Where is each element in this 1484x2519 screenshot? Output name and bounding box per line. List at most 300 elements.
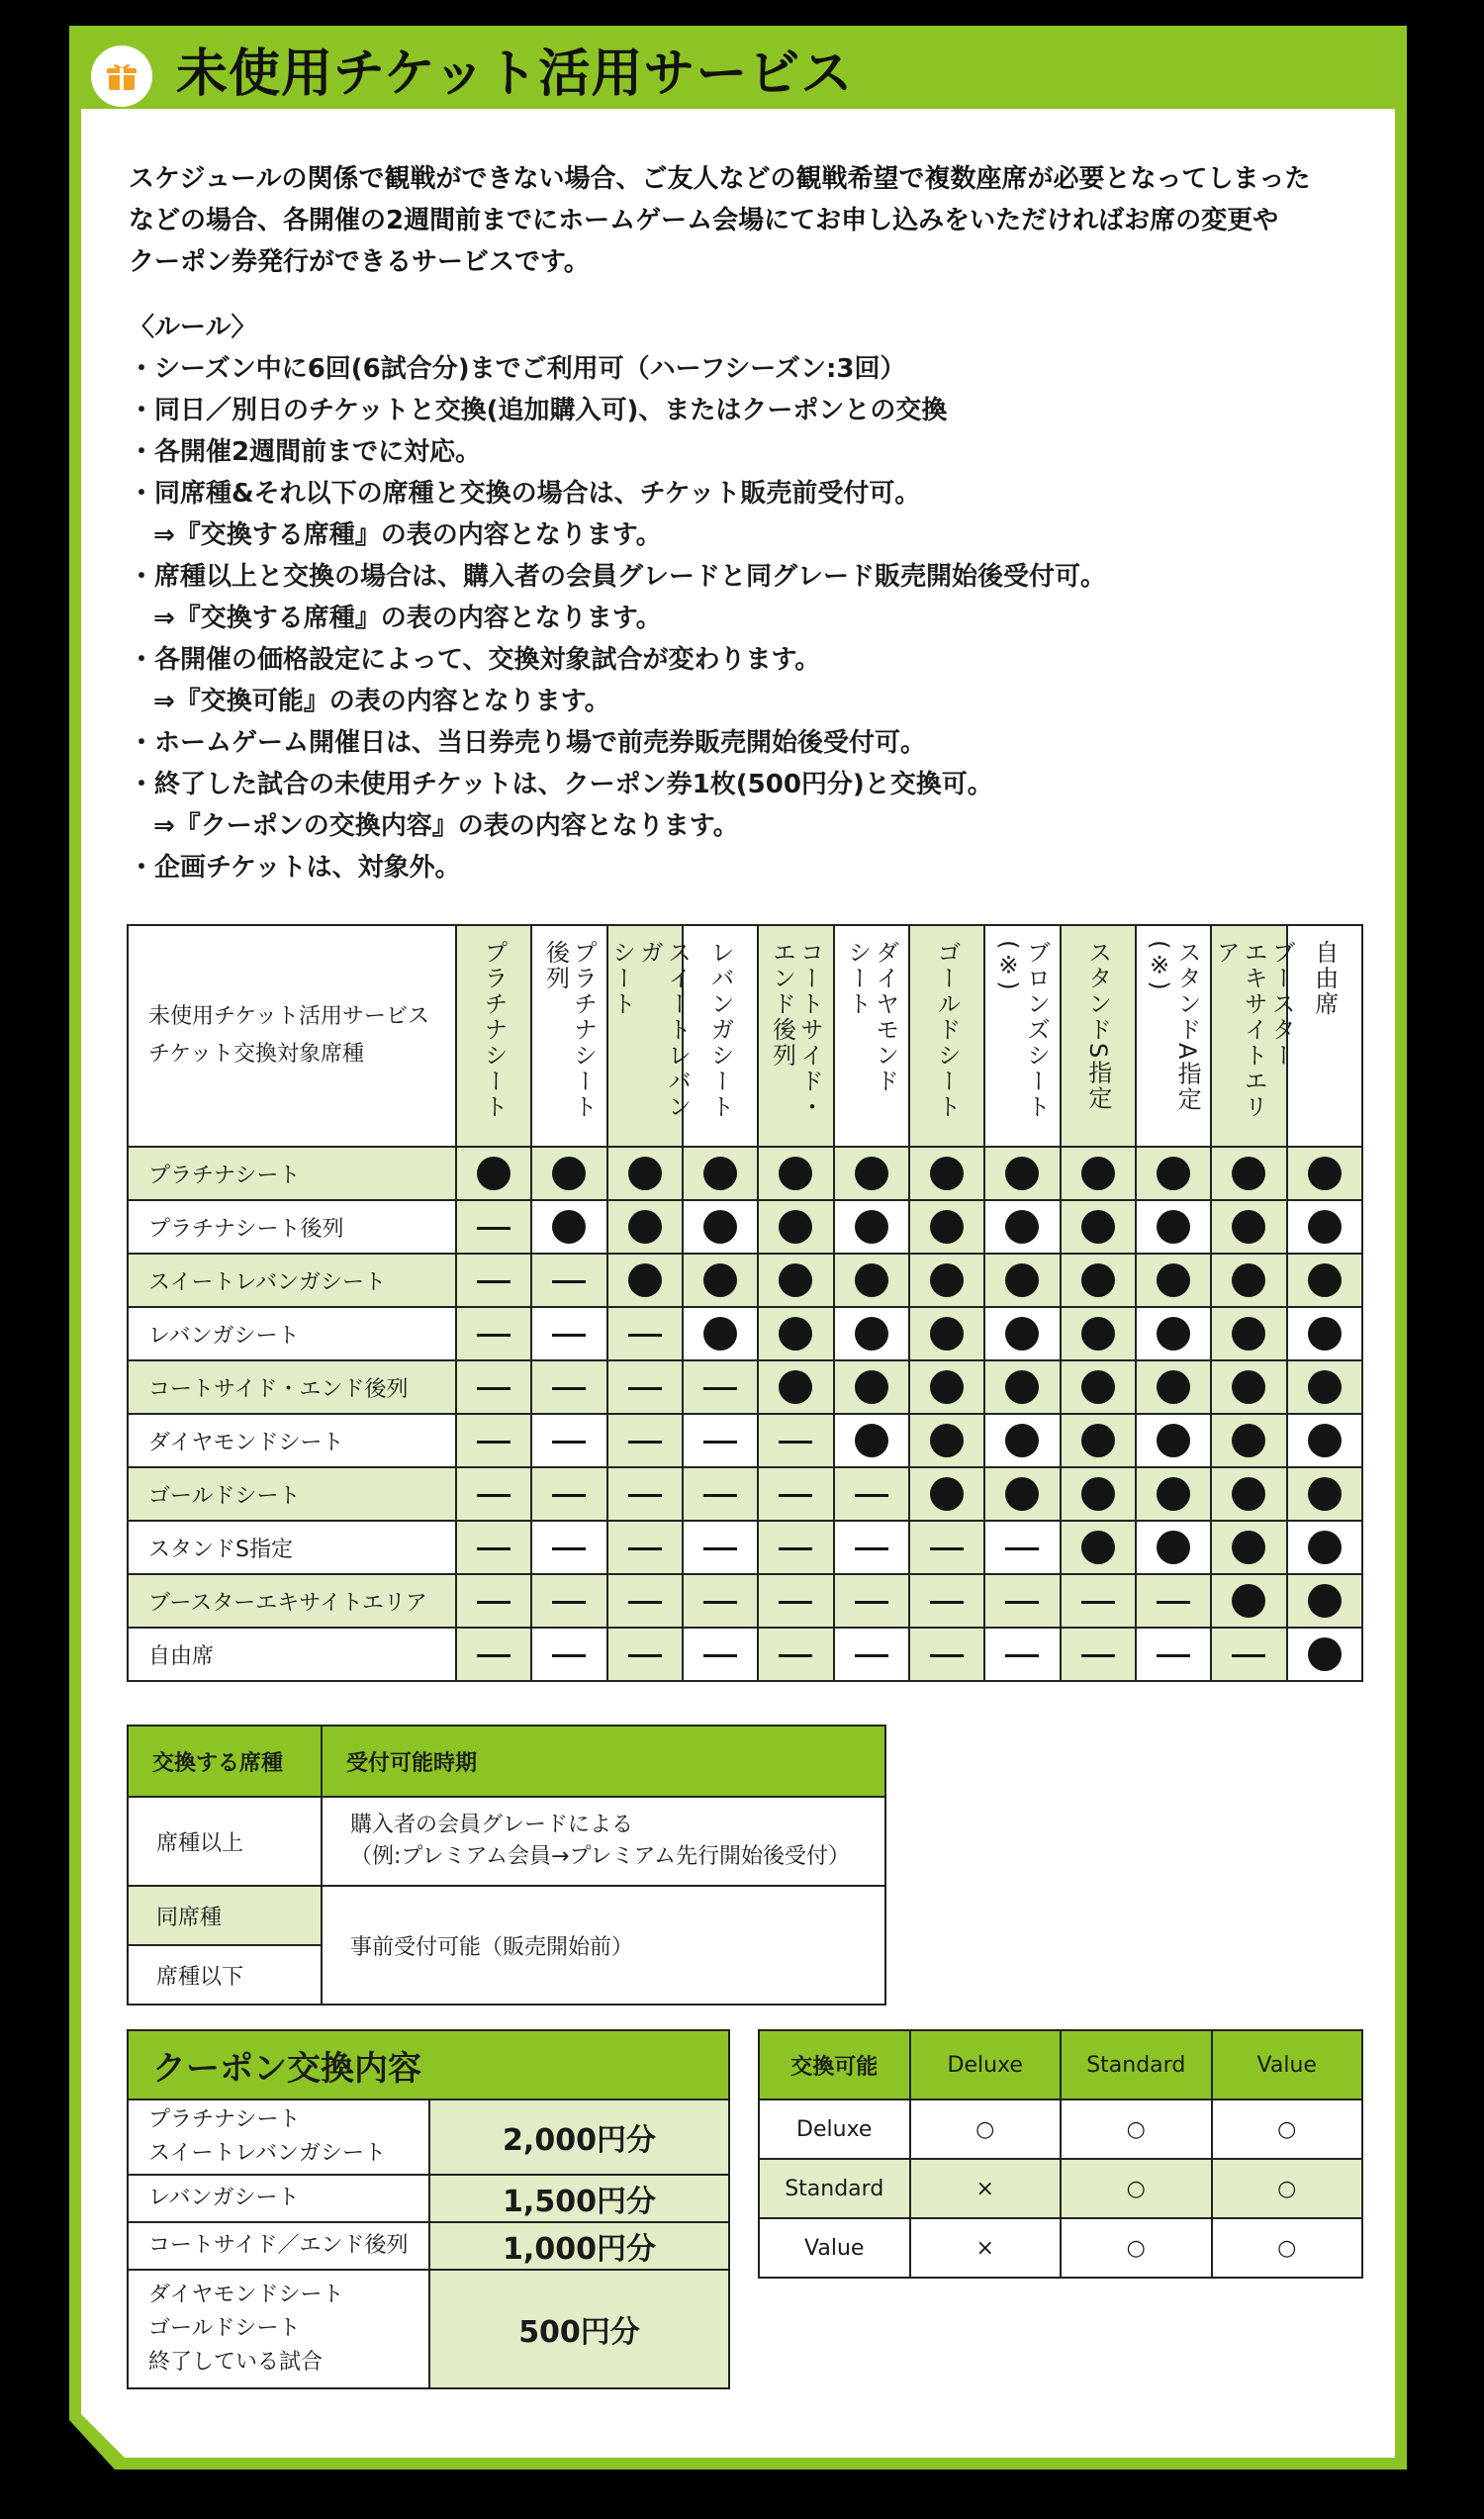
seat-cell [607, 1574, 683, 1628]
available-dot [1232, 1477, 1265, 1511]
seat-cell [607, 1414, 683, 1467]
seat-column-header [909, 925, 984, 1147]
seat-row-label: スイートレバンガシート [128, 1254, 456, 1307]
seat-column-header-line: 自由席 [1310, 940, 1339, 1017]
timing-row-label: 席種以上 [128, 1797, 322, 1886]
available-dot [1005, 1210, 1039, 1244]
seat-cell [456, 1414, 531, 1467]
seat-cell [531, 1414, 606, 1467]
seat-cell [1136, 1467, 1211, 1521]
unavailable-dash [1081, 1601, 1115, 1604]
seat-cell [1061, 1467, 1136, 1521]
seat-cell [834, 1360, 909, 1414]
seat-cell [834, 1574, 909, 1628]
available-dot [703, 1317, 737, 1351]
seat-cell [1136, 1307, 1211, 1360]
coupon-label-line: ゴールドシート [148, 2316, 301, 2341]
coupon-title: クーポン交換内容 [128, 2030, 729, 2099]
seat-cell [984, 1414, 1060, 1467]
seat-cell [1211, 1200, 1286, 1254]
unavailable-dash [1157, 1601, 1190, 1604]
seat-column-header-line: ブースター [1267, 940, 1296, 1069]
unavailable-dash [930, 1547, 964, 1550]
available-dot [779, 1263, 812, 1297]
seat-column-header-line: スイートレバンガ [635, 940, 692, 1120]
seat-column-header [1136, 925, 1211, 1147]
seat-cell [834, 1254, 909, 1307]
coupon-row-label [128, 2099, 429, 2175]
available-dot [1308, 1584, 1342, 1618]
exchange-header: Deluxe [910, 2030, 1062, 2099]
seat-cell [1287, 1628, 1362, 1681]
unavailable-dash [552, 1654, 586, 1657]
available-dot [1232, 1584, 1265, 1618]
seat-column-header [1287, 925, 1362, 1147]
seat-cell [683, 1414, 758, 1467]
seat-row [128, 1574, 1362, 1628]
seat-cell [834, 1467, 909, 1521]
available-dot [1308, 1263, 1342, 1297]
unavailable-dash [703, 1441, 737, 1444]
seat-cell [758, 1307, 833, 1360]
seat-cell [1211, 1414, 1286, 1467]
coupon-row-label [128, 2175, 429, 2222]
available-dot [1081, 1157, 1115, 1190]
timing-text-line: 購入者の会員グレードによる [350, 1813, 634, 1837]
exchange-cell: × [910, 2159, 1062, 2218]
seat-cell [531, 1467, 606, 1521]
coupon-table [127, 2029, 730, 2389]
seat-cell [683, 1467, 758, 1521]
seat-column-header-line: プラチナシート [480, 940, 509, 1120]
seat-row-label: プラチナシート [128, 1147, 456, 1200]
unavailable-dash [1005, 1601, 1039, 1604]
seat-column-header-line: 後列 [541, 940, 570, 991]
unavailable-dash [552, 1334, 586, 1337]
seat-column-header [456, 925, 531, 1147]
available-dot [1081, 1424, 1115, 1457]
unavailable-dash [930, 1601, 964, 1604]
seat-column-header-line: コートサイド・ [795, 940, 824, 1120]
available-dot [1157, 1263, 1190, 1297]
unavailable-dash [552, 1441, 586, 1444]
unavailable-dash [1081, 1654, 1115, 1657]
seat-cell [607, 1147, 683, 1200]
unavailable-dash [779, 1494, 812, 1497]
seat-cell [909, 1200, 984, 1254]
seat-cell [1136, 1628, 1211, 1681]
available-dot [552, 1157, 586, 1190]
seat-cell [834, 1521, 909, 1574]
seat-cell [531, 1521, 606, 1574]
exchange-corner: 交換可能 [759, 2030, 910, 2099]
rule-item: ・同席種&それ以下の席種と交換の場合は、チケット販売前受付可。 [129, 479, 921, 509]
exchange-cell: ○ [1061, 2218, 1212, 2278]
available-dot [1081, 1210, 1115, 1244]
seat-cell [456, 1360, 531, 1414]
timing-row-label: 同席種 [128, 1886, 322, 1945]
unavailable-dash [552, 1601, 586, 1604]
available-dot [779, 1370, 812, 1404]
exchange-cell: × [910, 2218, 1062, 2278]
seat-cell [456, 1574, 531, 1628]
seat-cell [909, 1360, 984, 1414]
available-dot [1157, 1477, 1190, 1511]
seat-cell [909, 1628, 984, 1681]
available-dot [855, 1263, 888, 1297]
seat-cell [1211, 1628, 1286, 1681]
seat-cell [984, 1467, 1060, 1521]
coupon-label-line: スイートレバンガシート [148, 2141, 387, 2166]
seat-cell [1287, 1414, 1362, 1467]
available-dot [855, 1317, 888, 1351]
seat-cell [1136, 1521, 1211, 1574]
available-dot [1157, 1424, 1190, 1457]
seat-cell [834, 1628, 909, 1681]
seat-column-header [834, 925, 909, 1147]
unavailable-dash [628, 1494, 662, 1497]
unavailable-dash [477, 1227, 510, 1230]
seat-cell [984, 1147, 1060, 1200]
intro-line: クーポン券発行ができるサービスです。 [129, 247, 590, 277]
unavailable-dash [552, 1494, 586, 1497]
seat-cell [1211, 1147, 1286, 1200]
seat-cell [531, 1574, 606, 1628]
unavailable-dash [1157, 1654, 1190, 1657]
seat-column-header-line: エキサイトエリア [1212, 940, 1268, 1120]
seat-cell [1211, 1307, 1286, 1360]
rule-note: ⇒『交換可能』の表の内容となります。 [153, 687, 610, 716]
seat-column-header-line: エンド後列 [768, 940, 796, 1069]
unavailable-dash [477, 1601, 510, 1604]
unavailable-dash [703, 1601, 737, 1604]
seat-column-header-line: (※) [1146, 940, 1174, 992]
seat-cell [1287, 1254, 1362, 1307]
timing-row-text [322, 1797, 885, 1886]
available-dot [779, 1317, 812, 1351]
seat-cell [984, 1574, 1060, 1628]
exchange-header: Standard [1061, 2030, 1212, 2099]
available-dot [1081, 1531, 1115, 1564]
intro-text [129, 158, 1365, 283]
seat-column-header [1061, 925, 1136, 1147]
seat-cell [1061, 1147, 1136, 1200]
available-dot [1081, 1263, 1115, 1297]
seat-row-label: プラチナシート後列 [128, 1200, 456, 1254]
exchange-cell: ○ [1061, 2159, 1212, 2218]
available-dot [477, 1157, 510, 1190]
available-dot [1157, 1370, 1190, 1404]
available-dot [1157, 1317, 1190, 1351]
intro-line: などの場合、各開催の2週間前までにホームゲーム会場にてお申し込みをいただければお席の変更や [129, 206, 1279, 235]
unavailable-dash [1005, 1654, 1039, 1657]
seat-column-header [683, 925, 758, 1147]
coupon-label-line: プラチナシート [148, 2107, 301, 2132]
unavailable-dash [703, 1547, 737, 1550]
unavailable-dash [779, 1547, 812, 1550]
seat-row-label: 自由席 [128, 1628, 456, 1681]
seat-cell [1061, 1414, 1136, 1467]
available-dot [930, 1210, 964, 1244]
available-dot [1081, 1477, 1115, 1511]
seat-cell [531, 1307, 606, 1360]
available-dot [1005, 1263, 1039, 1297]
available-dot [703, 1263, 737, 1297]
available-dot [1232, 1317, 1265, 1351]
seat-row [128, 1360, 1362, 1414]
seat-cell [1061, 1574, 1136, 1628]
unavailable-dash [855, 1547, 888, 1550]
seat-cell [683, 1574, 758, 1628]
seat-cell [531, 1360, 606, 1414]
seat-row [128, 1414, 1362, 1467]
seat-cell [1061, 1254, 1136, 1307]
seat-row-label: ブースターエキサイトエリア [128, 1574, 456, 1628]
available-dot [1232, 1424, 1265, 1457]
available-dot [1232, 1263, 1265, 1297]
seat-cell [1136, 1574, 1211, 1628]
available-dot [1232, 1531, 1265, 1564]
available-dot [1308, 1424, 1342, 1457]
seat-cell [683, 1628, 758, 1681]
coupon-value: 2,000円分 [429, 2099, 729, 2175]
available-dot [552, 1210, 586, 1244]
available-dot [1308, 1637, 1342, 1671]
available-dot [1308, 1370, 1342, 1404]
seat-cell [1287, 1307, 1362, 1360]
seat-row-label: コートサイド・エンド後列 [128, 1360, 456, 1414]
seat-cell [758, 1467, 833, 1521]
available-dot [1005, 1424, 1039, 1457]
rule-item: ・各開催2週間前までに対応。 [129, 437, 482, 467]
available-dot [930, 1424, 964, 1457]
seat-column-header [758, 925, 833, 1147]
rules-section [129, 307, 1365, 888]
seat-row [128, 1200, 1362, 1254]
coupon-value: 1,000円分 [429, 2222, 729, 2270]
seat-column-header-line: レバンガシート [706, 940, 735, 1120]
seat-cell [984, 1254, 1060, 1307]
available-dot [1232, 1210, 1265, 1244]
seat-cell [1211, 1360, 1286, 1414]
seat-cell [1211, 1574, 1286, 1628]
timing-header-period: 受付可能時期 [322, 1726, 885, 1797]
seat-column-header-line: スタンドA指定 [1173, 940, 1202, 1113]
seat-cell [683, 1360, 758, 1414]
seat-cell [1287, 1574, 1362, 1628]
seat-row [128, 1467, 1362, 1521]
seat-exchange-table [127, 924, 1363, 1682]
unavailable-dash [855, 1654, 888, 1657]
seat-cell [1136, 1200, 1211, 1254]
seat-cell [1061, 1307, 1136, 1360]
exchange-cell: ○ [1212, 2218, 1363, 2278]
seat-cell [909, 1521, 984, 1574]
unavailable-dash [628, 1547, 662, 1550]
unavailable-dash [552, 1387, 586, 1390]
available-dot [1081, 1370, 1115, 1404]
seat-cell [456, 1467, 531, 1521]
seat-cell [1136, 1254, 1211, 1307]
coupon-label-line: 終了している試合 [148, 2350, 324, 2375]
seat-cell [1287, 1147, 1362, 1200]
available-dot [779, 1157, 812, 1190]
seat-column-header-line: スタンドS指定 [1083, 940, 1112, 1112]
unavailable-dash [1005, 1547, 1039, 1550]
available-dot [930, 1263, 964, 1297]
seat-cell [1287, 1521, 1362, 1574]
seat-cell [758, 1628, 833, 1681]
seat-cell [758, 1414, 833, 1467]
available-dot [1081, 1317, 1115, 1351]
available-dot [1232, 1157, 1265, 1190]
seat-cell [984, 1628, 1060, 1681]
rule-item: ・ホームゲーム開催日は、当日券売り場で前売券販売開始後受付可。 [129, 728, 927, 758]
seat-cell [1287, 1467, 1362, 1521]
unavailable-dash [552, 1280, 586, 1283]
available-dot [1308, 1157, 1342, 1190]
unavailable-dash [477, 1334, 510, 1337]
seat-cell [456, 1307, 531, 1360]
available-dot [1157, 1531, 1190, 1564]
seat-row [128, 1147, 1362, 1200]
available-dot [1308, 1531, 1342, 1564]
seat-cell [984, 1307, 1060, 1360]
seat-cell [456, 1147, 531, 1200]
coupon-label-line: レバンガシート [148, 2186, 300, 2210]
unavailable-dash [477, 1441, 510, 1444]
unavailable-dash [628, 1601, 662, 1604]
available-dot [1232, 1370, 1265, 1404]
unavailable-dash [703, 1387, 737, 1390]
corner-line: 未使用チケット活用サービス [148, 1004, 430, 1029]
available-dot [628, 1210, 662, 1244]
unavailable-dash [477, 1654, 510, 1657]
seat-cell [531, 1147, 606, 1200]
seat-cell [683, 1307, 758, 1360]
unavailable-dash [930, 1654, 964, 1657]
seat-cell [683, 1254, 758, 1307]
page-title: 未使用チケット活用サービス [176, 45, 854, 104]
unavailable-dash [1232, 1654, 1265, 1657]
seat-cell [531, 1254, 606, 1307]
seat-cell [607, 1200, 683, 1254]
coupon-label-line: ダイヤモンドシート [148, 2283, 344, 2307]
seat-column-header [1211, 925, 1296, 1147]
seat-cell [607, 1521, 683, 1574]
seat-row [128, 1628, 1362, 1681]
seat-cell [984, 1200, 1060, 1254]
seat-cell [1061, 1360, 1136, 1414]
unavailable-dash [552, 1547, 586, 1550]
seat-cell [456, 1628, 531, 1681]
available-dot [1005, 1370, 1039, 1404]
unavailable-dash [477, 1387, 510, 1390]
exchange-cell: ○ [1061, 2099, 1212, 2159]
seat-column-header [607, 925, 692, 1147]
seat-cell [456, 1254, 531, 1307]
seat-row-label: スタンドS指定 [128, 1521, 456, 1574]
seat-column-header-line: ダイヤモンド [871, 940, 899, 1094]
seat-cell [683, 1521, 758, 1574]
seat-cell [909, 1254, 984, 1307]
grade-exchange-table [758, 2029, 1363, 2279]
available-dot [930, 1317, 964, 1351]
seat-cell [1136, 1414, 1211, 1467]
seat-cell [607, 1254, 683, 1307]
seat-cell [758, 1360, 833, 1414]
rules-heading: 〈ルール〉 [129, 313, 257, 342]
available-dot [703, 1210, 737, 1244]
rule-note: ⇒『クーポンの交換内容』の表の内容となります。 [153, 811, 739, 841]
seat-cell [1211, 1521, 1286, 1574]
coupon-row-label [128, 2270, 429, 2388]
exchange-row-label: Deluxe [759, 2099, 910, 2159]
seat-cell [607, 1628, 683, 1681]
available-dot [1308, 1210, 1342, 1244]
seat-cell [531, 1628, 606, 1681]
rule-item: ・同日／別日のチケットと交換(追加購入可)、またはクーポンとの交換 [129, 396, 948, 425]
seat-cell [758, 1254, 833, 1307]
seat-row-label: レバンガシート [128, 1307, 456, 1360]
seat-table-corner [128, 925, 456, 1147]
available-dot [779, 1210, 812, 1244]
unavailable-dash [703, 1494, 737, 1497]
exchange-row-label: Value [759, 2218, 910, 2278]
seat-cell [607, 1467, 683, 1521]
timing-table [127, 1725, 886, 2006]
exchange-header: Value [1212, 2030, 1363, 2099]
seat-row [128, 1254, 1362, 1307]
seat-column-header-line: プラチナシート [569, 940, 598, 1120]
available-dot [930, 1477, 964, 1511]
available-dot [628, 1263, 662, 1297]
seat-cell [984, 1521, 1060, 1574]
seat-cell [1061, 1521, 1136, 1574]
available-dot [1308, 1317, 1342, 1351]
unavailable-dash [855, 1494, 888, 1497]
seat-row [128, 1521, 1362, 1574]
timing-row-text: 事前受付可能（販売開始前） [322, 1886, 885, 2005]
available-dot [1005, 1157, 1039, 1190]
seat-cell [834, 1147, 909, 1200]
seat-cell [984, 1360, 1060, 1414]
seat-cell [758, 1574, 833, 1628]
unavailable-dash [477, 1547, 510, 1550]
unavailable-dash [779, 1654, 812, 1657]
seat-cell [456, 1521, 531, 1574]
available-dot [1308, 1477, 1342, 1511]
seat-cell [758, 1147, 833, 1200]
unavailable-dash [628, 1441, 662, 1444]
coupon-value: 1,500円分 [429, 2175, 729, 2222]
seat-cell [456, 1200, 531, 1254]
unavailable-dash [477, 1280, 510, 1283]
unavailable-dash [779, 1441, 812, 1444]
seat-cell [909, 1307, 984, 1360]
available-dot [1157, 1210, 1190, 1244]
seat-cell [834, 1414, 909, 1467]
timing-header-seat: 交換する席種 [128, 1726, 322, 1797]
seat-row [128, 1307, 1362, 1360]
available-dot [930, 1370, 964, 1404]
rule-note: ⇒『交換する席種』の表の内容となります。 [153, 520, 662, 550]
seat-cell [758, 1200, 833, 1254]
rule-note: ⇒『交換する席種』の表の内容となります。 [153, 604, 662, 633]
available-dot [930, 1157, 964, 1190]
seat-column-header-line: シート [843, 940, 872, 1017]
seat-table-header [128, 925, 1362, 1147]
